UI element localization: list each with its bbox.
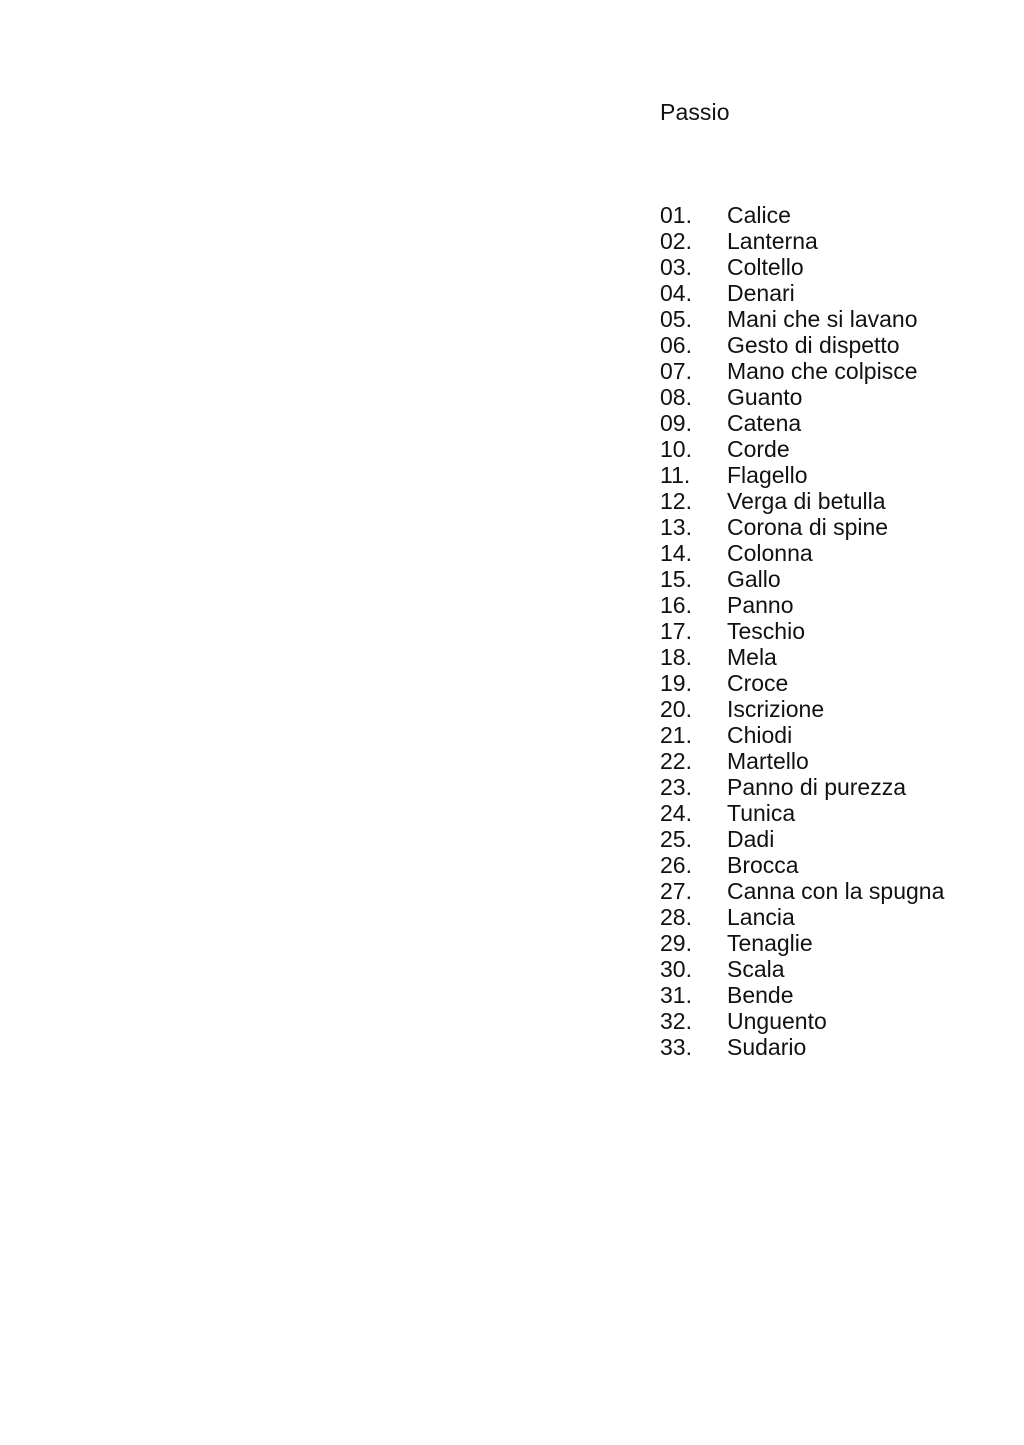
list-item xyxy=(660,566,944,592)
list-item-label: Canna con la spugna xyxy=(727,878,945,904)
list-item xyxy=(660,774,944,800)
list-item-label: Lancia xyxy=(727,904,795,930)
list-item xyxy=(660,670,944,696)
list-item-label: Chiodi xyxy=(727,722,793,748)
list-item-label: Sudario xyxy=(727,1034,807,1060)
list-item xyxy=(660,228,944,254)
list-item-number: 33. xyxy=(660,1034,692,1060)
list-item xyxy=(660,982,944,1008)
list-item-label: Corona di spine xyxy=(727,514,889,540)
list-item-number: 27. xyxy=(660,878,692,904)
list-item-label: Brocca xyxy=(727,852,799,878)
list-item-number: 04. xyxy=(660,280,692,306)
list-item-number: 06. xyxy=(660,332,692,358)
list-item-number: 07. xyxy=(660,358,692,384)
list-item-number: 12. xyxy=(660,488,692,514)
list-item xyxy=(660,410,944,436)
list-item xyxy=(660,1008,944,1034)
list-item-label: Flagello xyxy=(727,462,808,488)
list-item xyxy=(660,956,944,982)
list-item-number: 22. xyxy=(660,748,692,774)
list-item xyxy=(660,254,944,280)
list-item xyxy=(660,852,944,878)
list-item-number: 11. xyxy=(660,462,691,488)
list-item-number: 03. xyxy=(660,254,692,280)
list-item-number: 02. xyxy=(660,228,692,254)
list-item xyxy=(660,722,944,748)
list-item-label: Panno xyxy=(727,592,794,618)
list-item-label: Guanto xyxy=(727,384,803,410)
page-title: Passio xyxy=(660,99,730,125)
list-item-number: 25. xyxy=(660,826,692,852)
list-item-number: 16. xyxy=(660,592,692,618)
numbered-list xyxy=(660,202,944,1060)
list-item xyxy=(660,358,944,384)
list-item-label: Panno di purezza xyxy=(727,774,907,800)
list-item xyxy=(660,930,944,956)
list-item-number: 20. xyxy=(660,696,692,722)
list-item-number: 01. xyxy=(660,202,692,228)
list-item xyxy=(660,280,944,306)
list-item xyxy=(660,826,944,852)
list-item xyxy=(660,618,944,644)
list-item-label: Gesto di dispetto xyxy=(727,332,900,358)
list-item xyxy=(660,904,944,930)
list-item-number: 31. xyxy=(660,982,692,1008)
list-item xyxy=(660,696,944,722)
list-item xyxy=(660,436,944,462)
list-item-label: Dadi xyxy=(727,826,775,852)
list-item-label: Colonna xyxy=(727,540,813,566)
list-item xyxy=(660,800,944,826)
list-item-label: Mani che si lavano xyxy=(727,306,918,332)
list-item-number: 13. xyxy=(660,514,692,540)
list-item-number: 32. xyxy=(660,1008,692,1034)
list-item xyxy=(660,462,944,488)
list-item-label: Catena xyxy=(727,410,802,436)
list-item-label: Iscrizione xyxy=(727,696,825,722)
list-item xyxy=(660,540,944,566)
list-item-label: Lanterna xyxy=(727,228,818,254)
list-item xyxy=(660,306,944,332)
list-item-number: 08. xyxy=(660,384,692,410)
list-item-label: Unguento xyxy=(727,1008,827,1034)
list-item-number: 24. xyxy=(660,800,692,826)
list-item-label: Tunica xyxy=(727,800,796,826)
list-item-label: Martello xyxy=(727,748,809,774)
list-item-number: 21. xyxy=(660,722,692,748)
list-item-label: Corde xyxy=(727,436,790,462)
list-item-label: Tenaglie xyxy=(727,930,813,956)
list-item-number: 14. xyxy=(660,540,692,566)
list-item-number: 29. xyxy=(660,930,692,956)
list-item xyxy=(660,644,944,670)
list-item xyxy=(660,1034,944,1060)
list-item-label: Verga di betulla xyxy=(727,488,886,514)
list-item-label: Gallo xyxy=(727,566,781,592)
list-item-number: 05. xyxy=(660,306,692,332)
list-item-label: Teschio xyxy=(727,618,805,644)
list-item-label: Coltello xyxy=(727,254,804,280)
list-item xyxy=(660,592,944,618)
list-item-number: 15. xyxy=(660,566,692,592)
list-item-label: Bende xyxy=(727,982,794,1008)
list-item-number: 17. xyxy=(660,618,692,644)
list-item-number: 09. xyxy=(660,410,692,436)
list-item xyxy=(660,332,944,358)
list-item-number: 28. xyxy=(660,904,692,930)
list-item-label: Calice xyxy=(727,202,791,228)
list-item-number: 23. xyxy=(660,774,692,800)
list-item-label: Denari xyxy=(727,280,795,306)
list-item-number: 19. xyxy=(660,670,692,696)
list-item-label: Croce xyxy=(727,670,789,696)
list-item xyxy=(660,748,944,774)
list-item-label: Scala xyxy=(727,956,785,982)
list-item xyxy=(660,878,944,904)
list-item xyxy=(660,202,944,228)
list-item-number: 10. xyxy=(660,436,692,462)
list-item-number: 26. xyxy=(660,852,692,878)
list-item xyxy=(660,384,944,410)
list-item-number: 30. xyxy=(660,956,692,982)
list-item xyxy=(660,514,944,540)
list-item-label: Mano che colpisce xyxy=(727,358,918,384)
list-item xyxy=(660,488,944,514)
list-item-number: 18. xyxy=(660,644,692,670)
list-item-label: Mela xyxy=(727,644,777,670)
